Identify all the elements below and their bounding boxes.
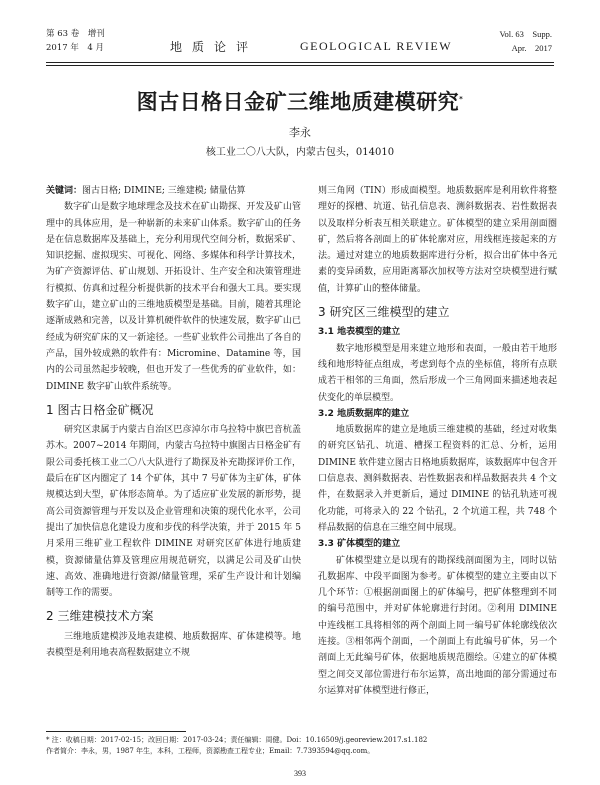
page-number: 393 xyxy=(294,769,306,778)
subsection-3-3-paragraph: 矿体模型建立是以现有的勘探线剖面图为主，同时以钻孔数据库、中段平面图为参考。矿体模型的建立主要由以下几个环节：①根据剖面图上的矿体编号，把矿体整理到不同的编号范围中，并对矿体轮廓进行封闭。②利用 DIMINE 中连线框工具将相邻的两个剖面上同一编号矿体轮廓线依次连接。③相邻两个剖面，一个剖面上有此编号矿体，另一个剖面上无此编号矿体，依据地质规范圈绘。④建立的矿体模型之间交叉部位需进行布尔运算，高出地面的部分需通过布尔运算对矿体模型进行修正， xyxy=(318,555,557,696)
header-left xyxy=(46,27,105,55)
footnote-line-1: * 注：收稿日期：2017-02-15；改回日期：2017-03-24；责任编辑：周健。Doi：10.16509/j.georeview.2017.s1.182 xyxy=(46,736,428,744)
header-rule-thin xyxy=(46,65,554,66)
section-2-paragraph: 三维地质建模涉及地表建模、地质数据库、矿体建模等。地表模型是利用地表高程数据建立不规 xyxy=(46,631,301,659)
journal-title-cn: 地质论评 xyxy=(170,40,259,54)
date-cn: 2017 年 4 月 xyxy=(46,43,104,53)
journal-title-en: GEOLOGICAL REVIEW xyxy=(300,39,453,53)
footnote-line-2: 作者简介：李永，男，1987 年生，本科，工程师，资源勘查工程专业；Email：7.7393594@qq.com。 xyxy=(46,747,375,755)
section-2-continued: 则三角网（TIN）形成面模型。地质数据库是利用软件将整理好的探槽、坑道、钻孔信息表、测斜数据表、岩性数据表以及取样分析表互相关联建立。矿体模型的建立采用剖面圈矿，然后将各剖面上的矿体轮廓对应，用线框连接起来的方法。通过对建立的地质数据库进行分析，拟合出矿体中各元素的变异函数，应用距离幂次加权等方法对空块模型进行赋值，计算矿山的整体储量。 xyxy=(318,186,557,294)
author-name: 李永 xyxy=(289,126,311,139)
right-column xyxy=(318,183,557,699)
title-footnote-mark: * xyxy=(459,95,464,103)
subsection-3-2-heading: 3.2 地质数据库的建立 xyxy=(318,408,410,419)
footnote-rule xyxy=(46,731,186,732)
subsection-3-1-heading: 3.1 地表模型的建立 xyxy=(318,327,401,338)
volume-cn: 第 63 卷 增刊 xyxy=(46,29,105,39)
volume-en: Vol. 63 Supp. xyxy=(499,29,552,39)
header-right xyxy=(499,27,552,55)
intro-paragraph: 数字矿山是数字地球理念及技术在矿山勘探、开发及矿山管理中的具体应用，是一种崭新的未来矿山体系。数字矿山的任务是在信息数据库及基础上，充分利用现代空间分析，数据采矿、知识挖掘、虚拟现实、可视化、网络、多媒体和科学计算技术，为矿产资源评估、矿山规划、开拓设计、生产安全和决策管理进行模拟、仿真和过程分析提供新的技术平台和强大工具。要实现数字矿山，建立矿山的三维地质模型是基础。目前，随着其理论逐渐成熟和完善，以及计算机硬件软件的快速发展，数字矿山已经成为研究矿床的又一新途径。一些矿业软件公司推出了各自的产品，国外较成熟的软件有：Micromine、Datamine 等，国内的公司虽然起步较晚，但也开发了一些优秀的矿业软件，如：DIMINE 数字矿山软件系统等。 xyxy=(46,202,301,392)
footnote xyxy=(46,735,566,757)
header-rule xyxy=(46,62,554,63)
left-column xyxy=(46,183,301,661)
keywords xyxy=(46,183,301,199)
keywords-label: 关键词： xyxy=(46,186,83,196)
section-3-heading: 3 研究区三维模型的建立 xyxy=(318,305,450,320)
subsection-3-2-paragraph: 地质数据库的建立是地质三维建模的基础，经过对收集的研究区钻孔、坑道、槽探工程资料的汇总、分析，运用 DIMINE 软件建立图古日格地质数据库，该数据库中包含开口信息表、测斜数据表、岩性数据表和样品数据表共 4 个文件，在数据录入并更新后，通过 DIMINE 的钻孔轨迹可视化功能，可将录入的 22 个钻孔，2 个坑道工程，共 748 个样品数据的信息在三维空间中展现。 xyxy=(318,425,557,533)
date-en: Apr. 2017 xyxy=(511,43,552,53)
keywords-text: 图古日格; DIMINE; 三维建模; 储量估算 xyxy=(82,186,246,196)
paper-title-text: 图古日格日金矿三维地质建模研究 xyxy=(136,90,460,114)
affiliation: 核工业二〇八大队，内蒙古包头，014010 xyxy=(205,147,395,158)
section-1-heading: 1 图古日格金矿概况 xyxy=(46,402,154,417)
subsection-3-1-paragraph: 数字地形模型是用来建立地形和表面，一般由若干地形线和地形特征点组成，考虑到每个点的坐标值，将所有点联成若干相邻的三角面，然后形成一个三角网面来描述地表起伏变化的单层模型。 xyxy=(318,343,557,403)
subsection-3-3-heading: 3.3 矿体模型的建立 xyxy=(318,539,401,550)
section-2-heading: 2 三维建模技术方案 xyxy=(46,609,154,624)
section-1-paragraph: 研究区隶属于内蒙古自治区巴彦淖尔市乌拉特中旗巴音杭盖苏木。2007~2014 年期间，内蒙古乌拉特中旗图古日格金矿有限公司委托核工业二〇八大队进行了勘探及补充勘探评价工作，最后在矿区内圈定了 14 个矿体，其中 7 号矿体为主矿体，矿体规模达到大型，矿体形态简单。为了适应矿业发展的新形势，提高公司资源管理与开发以及企业管理和决策的现代化水平，公司提出了加快信息化建设力度和步伐的科学决策，并于 2015 年 5 月采用三维矿业工程软件 DIMINE 对研究区矿体进行地质建模，资源储量估算及管理应用规范研究，以满足公司及矿山快速、高效、准确地进行资源/储量管理，采矿生产设计和计划编制等工作的需要。 xyxy=(46,425,301,599)
paper-title xyxy=(0,86,600,116)
